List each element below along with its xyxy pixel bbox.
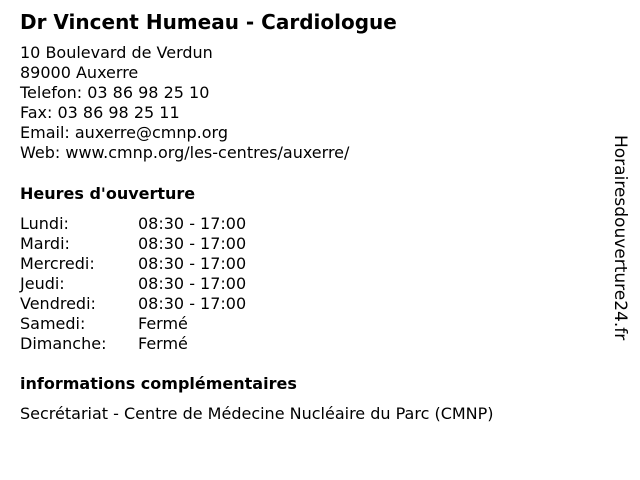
day-hours: Fermé: [138, 334, 188, 353]
contact-block: [20, 43, 349, 163]
hours-row-wednesday: [20, 254, 246, 274]
day-hours: 08:30 - 17:00: [138, 214, 247, 233]
day-label: Vendredi:: [20, 294, 96, 313]
day-hours: 08:30 - 17:00: [138, 294, 247, 313]
phone-number: Telefon: 03 86 98 25 10: [20, 83, 210, 102]
address-line-1: 10 Boulevard de Verdun: [20, 43, 213, 62]
day-label: Dimanche:: [20, 334, 107, 353]
website-address: Web: www.cmnp.org/les-centres/auxerre/: [20, 143, 350, 162]
day-label: Samedi:: [20, 314, 86, 333]
additional-info-heading: informations complémentaires: [20, 374, 297, 393]
opening-hours-heading: Heures d'ouverture: [20, 184, 196, 203]
hours-row-monday: [20, 214, 246, 234]
address-line-2: 89000 Auxerre: [20, 63, 139, 82]
additional-info-text: Secrétariat - Centre de Médecine Nucléaire du Parc (CMNP): [20, 404, 494, 423]
fax-number: Fax: 03 86 98 25 11: [20, 103, 180, 122]
email-address: Email: auxerre@cmnp.org: [20, 123, 229, 142]
hours-row-tuesday: [20, 234, 246, 254]
day-label: Jeudi:: [20, 274, 65, 293]
hours-row-sunday: [20, 334, 246, 354]
hours-row-friday: [20, 294, 246, 314]
hours-row-saturday: [20, 314, 246, 334]
site-watermark: Horairesdouverture24.fr: [610, 135, 630, 341]
day-hours: 08:30 - 17:00: [138, 254, 247, 273]
day-label: Mercredi:: [20, 254, 95, 273]
page-title: Dr Vincent Humeau - Cardiologue: [20, 10, 397, 34]
day-hours: 08:30 - 17:00: [138, 274, 247, 293]
day-label: Mardi:: [20, 234, 70, 253]
opening-hours-table: [20, 214, 246, 354]
day-label: Lundi:: [20, 214, 69, 233]
day-hours: 08:30 - 17:00: [138, 234, 247, 253]
hours-row-thursday: [20, 274, 246, 294]
day-hours: Fermé: [138, 314, 188, 333]
